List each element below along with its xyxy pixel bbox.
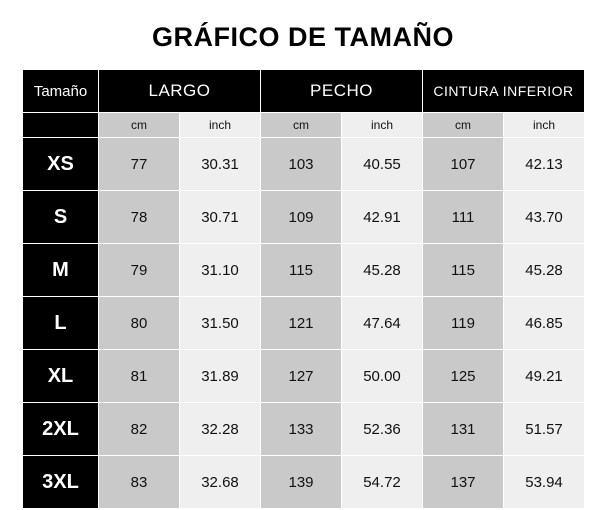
cell-largo-inch: 30.31 bbox=[180, 138, 261, 191]
cell-pecho-cm: 121 bbox=[261, 297, 342, 350]
cell-cintura-cm: 115 bbox=[423, 244, 504, 297]
unit-cintura-cm: cm bbox=[423, 113, 504, 138]
header-group-largo: LARGO bbox=[99, 70, 261, 113]
cell-cintura-inch: 49.21 bbox=[504, 350, 585, 403]
cell-cintura-inch: 46.85 bbox=[504, 297, 585, 350]
cell-pecho-inch: 42.91 bbox=[342, 191, 423, 244]
row-size-label: 3XL bbox=[23, 456, 99, 509]
table-row bbox=[23, 297, 585, 350]
table-row bbox=[23, 138, 585, 191]
cell-largo-cm: 77 bbox=[99, 138, 180, 191]
row-size-label: S bbox=[23, 191, 99, 244]
cell-pecho-cm: 127 bbox=[261, 350, 342, 403]
cell-largo-inch: 32.68 bbox=[180, 456, 261, 509]
size-chart-table bbox=[22, 69, 585, 509]
table-row bbox=[23, 244, 585, 297]
row-size-label: 2XL bbox=[23, 403, 99, 456]
unit-pecho-cm: cm bbox=[261, 113, 342, 138]
header-group-pecho: PECHO bbox=[261, 70, 423, 113]
cell-largo-cm: 79 bbox=[99, 244, 180, 297]
cell-pecho-cm: 115 bbox=[261, 244, 342, 297]
cell-largo-inch: 32.28 bbox=[180, 403, 261, 456]
table-row bbox=[23, 350, 585, 403]
unit-largo-cm: cm bbox=[99, 113, 180, 138]
unit-largo-inch: inch bbox=[180, 113, 261, 138]
cell-largo-cm: 80 bbox=[99, 297, 180, 350]
cell-largo-cm: 81 bbox=[99, 350, 180, 403]
cell-pecho-cm: 139 bbox=[261, 456, 342, 509]
cell-pecho-inch: 50.00 bbox=[342, 350, 423, 403]
cell-cintura-cm: 111 bbox=[423, 191, 504, 244]
cell-pecho-inch: 45.28 bbox=[342, 244, 423, 297]
cell-cintura-inch: 43.70 bbox=[504, 191, 585, 244]
row-size-label: L bbox=[23, 297, 99, 350]
cell-largo-cm: 82 bbox=[99, 403, 180, 456]
table-row bbox=[23, 456, 585, 509]
units-blank bbox=[23, 113, 99, 138]
cell-pecho-cm: 133 bbox=[261, 403, 342, 456]
row-size-label: XS bbox=[23, 138, 99, 191]
table-units-row bbox=[23, 113, 585, 138]
cell-largo-inch: 31.10 bbox=[180, 244, 261, 297]
header-size: Tamaño bbox=[23, 70, 99, 113]
cell-cintura-cm: 107 bbox=[423, 138, 504, 191]
unit-pecho-inch: inch bbox=[342, 113, 423, 138]
cell-largo-inch: 31.89 bbox=[180, 350, 261, 403]
cell-pecho-inch: 40.55 bbox=[342, 138, 423, 191]
cell-pecho-cm: 103 bbox=[261, 138, 342, 191]
cell-pecho-inch: 52.36 bbox=[342, 403, 423, 456]
cell-largo-inch: 30.71 bbox=[180, 191, 261, 244]
cell-cintura-cm: 131 bbox=[423, 403, 504, 456]
size-chart-table-wrapper bbox=[0, 69, 606, 509]
table-row bbox=[23, 191, 585, 244]
cell-cintura-cm: 119 bbox=[423, 297, 504, 350]
row-size-label: M bbox=[23, 244, 99, 297]
row-size-label: XL bbox=[23, 350, 99, 403]
cell-largo-cm: 78 bbox=[99, 191, 180, 244]
cell-cintura-inch: 53.94 bbox=[504, 456, 585, 509]
cell-pecho-inch: 54.72 bbox=[342, 456, 423, 509]
cell-cintura-inch: 45.28 bbox=[504, 244, 585, 297]
unit-cintura-inch: inch bbox=[504, 113, 585, 138]
table-row bbox=[23, 403, 585, 456]
page-title: GRÁFICO DE TAMAÑO bbox=[152, 22, 454, 52]
cell-cintura-cm: 137 bbox=[423, 456, 504, 509]
cell-cintura-inch: 51.57 bbox=[504, 403, 585, 456]
table-header-row bbox=[23, 70, 585, 113]
cell-cintura-cm: 125 bbox=[423, 350, 504, 403]
cell-cintura-inch: 42.13 bbox=[504, 138, 585, 191]
cell-largo-inch: 31.50 bbox=[180, 297, 261, 350]
cell-pecho-cm: 109 bbox=[261, 191, 342, 244]
cell-largo-cm: 83 bbox=[99, 456, 180, 509]
header-group-cintura-inferior: CINTURA INFERIOR bbox=[423, 70, 585, 113]
cell-pecho-inch: 47.64 bbox=[342, 297, 423, 350]
